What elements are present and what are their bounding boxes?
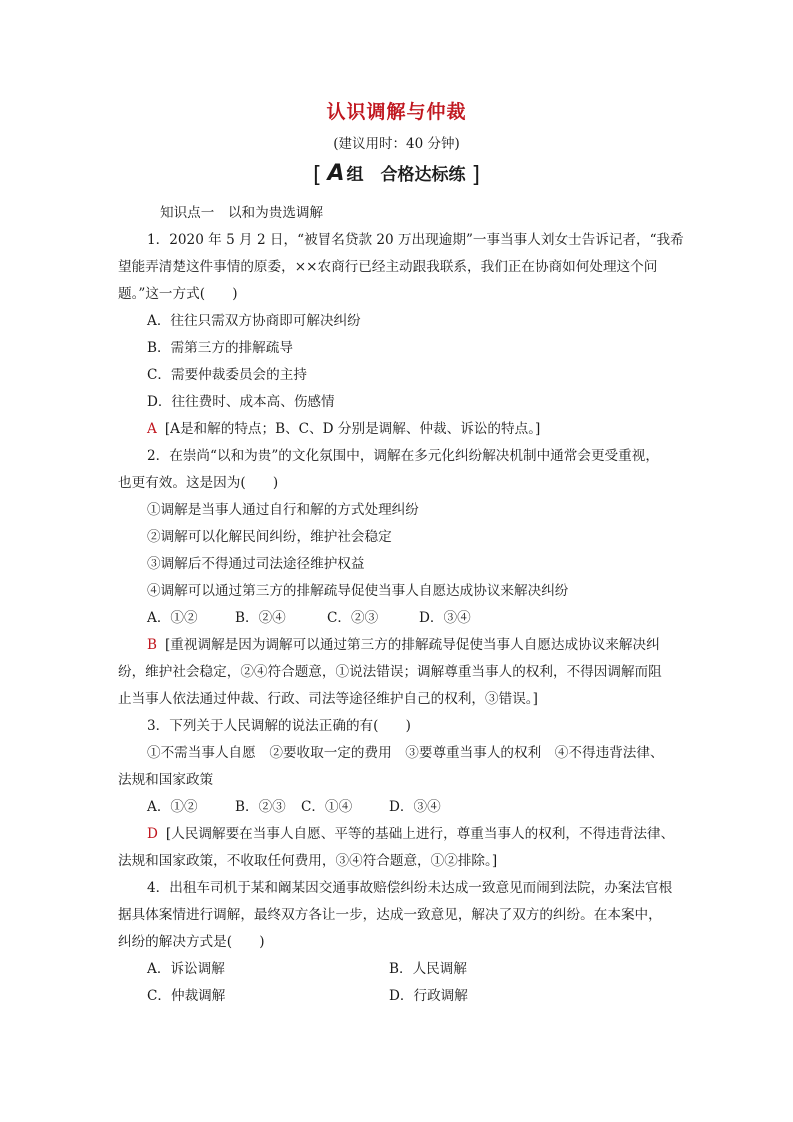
- q4-options-row: [147, 986, 468, 1006]
- q1-answer-letter: A: [147, 421, 157, 437]
- q4-option-a: A．诉讼调解: [147, 961, 225, 977]
- group-bracket-open: [: [312, 163, 322, 188]
- q3-answer-letter: D: [147, 826, 158, 842]
- q4-options-row: [147, 959, 467, 979]
- group-heading: [0, 160, 793, 188]
- q2-statement: ④调解可以通过第三方的排解疏导促使当事人自愿达成协议来解决纠纷: [147, 583, 569, 599]
- q2-statement: ②调解可以化解民间纠纷，维护社会稳定: [147, 529, 392, 545]
- q4-stem-line: 纠纷的解决方式是( ): [118, 934, 265, 950]
- q3-option-a: A．①②: [147, 799, 198, 815]
- q4-option-d: D．行政调解: [389, 988, 468, 1004]
- q2-explanation-line: 止当事人依法通过仲裁、行政、司法等途径维护自己的权利，③错误。]: [118, 691, 538, 707]
- q2-options: [147, 608, 471, 628]
- q1-answer: [147, 419, 540, 439]
- q2-explanation: [重视调解是因为调解可以通过第三方的排解疏导促使当事人自愿达成协议来解决纠: [165, 637, 660, 653]
- group-letter: A: [327, 161, 345, 186]
- q4-stem-line: 据具体案情进行调解，最终双方各让一步，达成一致意见，解决了双方的纠纷。在本案中，: [118, 907, 662, 923]
- q1-stem-line: 题。”这一方式( ): [118, 286, 238, 302]
- q3-options: [147, 797, 441, 817]
- q2-statement: ①调解是当事人通过自行和解的方式处理纠纷: [147, 502, 419, 518]
- q1-option-d: D．往往费时、成本高、伤感情: [147, 394, 335, 410]
- q3-statements: 法规和国家政策: [118, 772, 214, 788]
- q3-option-c: C．①④: [301, 799, 353, 815]
- q3-explanation-line: 法规和国家政策，不收取任何费用，③④符合题意，①②排除。]: [118, 853, 498, 869]
- q2-answer: [147, 635, 660, 655]
- q2-stem-line: 也更有效。这是因为( ): [118, 475, 279, 491]
- q3-explanation: [人民调解要在当事人自愿、平等的基础上进行，尊重当事人的权利，不得违背法律、: [165, 826, 675, 842]
- group-bracket-close: ]: [471, 163, 481, 188]
- page-title: 认识调解与仲裁: [326, 101, 467, 123]
- q1-stem-line: 望能弄清楚这件事情的原委，××农商行已经主动跟我联系，我们正在协商如何处理这个问: [118, 259, 658, 275]
- q2-option-a: A．①②: [147, 610, 198, 626]
- q1-stem-line: 1．2020 年 5 月 2 日，“被冒名贷款 20 万出现逾期”一事当事人刘女士告诉记者，“我希: [147, 232, 684, 248]
- q1-explanation: [A是和解的特点；B、C、D 分别是调解、仲裁、诉讼的特点。]: [164, 421, 541, 437]
- group-label: 组 合格达标练: [346, 165, 466, 185]
- q4-option-b: B．人民调解: [389, 961, 467, 977]
- q2-stem-line: 2．在崇尚“以和为贵”的文化氛围中，调解在多元化纠纷解决机制中通常会更受重视，: [147, 448, 659, 464]
- q2-statement: ③调解后不得通过司法途径维护权益: [147, 556, 365, 572]
- suggested-time: (建议用时：40 分钟): [333, 136, 460, 152]
- q2-answer-letter: B: [147, 637, 157, 653]
- q4-stem-line: 4．出租车司机于某和阚某因交通事故赔偿纠纷未达成一致意见而闹到法院，办案法官根: [147, 880, 673, 896]
- q3-statements: ①不需当事人自愿 ②要收取一定的费用 ③要尊重当事人的权利 ④不得违背法律、: [147, 745, 664, 761]
- q3-option-d: D．③④: [389, 799, 441, 815]
- q2-option-d: D．③④: [419, 610, 471, 626]
- q1-option-b: B．需第三方的排解疏导: [147, 340, 293, 356]
- q2-option-c: C．②③: [327, 610, 379, 626]
- q1-option-c: C．需要仲裁委员会的主持: [147, 367, 307, 383]
- q4-option-c: C．仲裁调解: [147, 988, 226, 1004]
- q2-option-b: B．②④: [235, 610, 286, 626]
- q3-option-b: B．②③: [235, 799, 286, 815]
- q3-stem-line: 3．下列关于人民调解的说法正确的有( ): [147, 718, 411, 734]
- q3-answer: [147, 824, 674, 844]
- section-heading: 知识点一 以和为贵选调解: [160, 205, 324, 221]
- q1-option-a: A．往往只需双方协商即可解决纠纷: [147, 313, 361, 329]
- q2-explanation-line: 纷，维护社会稳定，②④符合题意，①说法错误；调解尊重当事人的权利，不得因调解而阻: [118, 664, 662, 680]
